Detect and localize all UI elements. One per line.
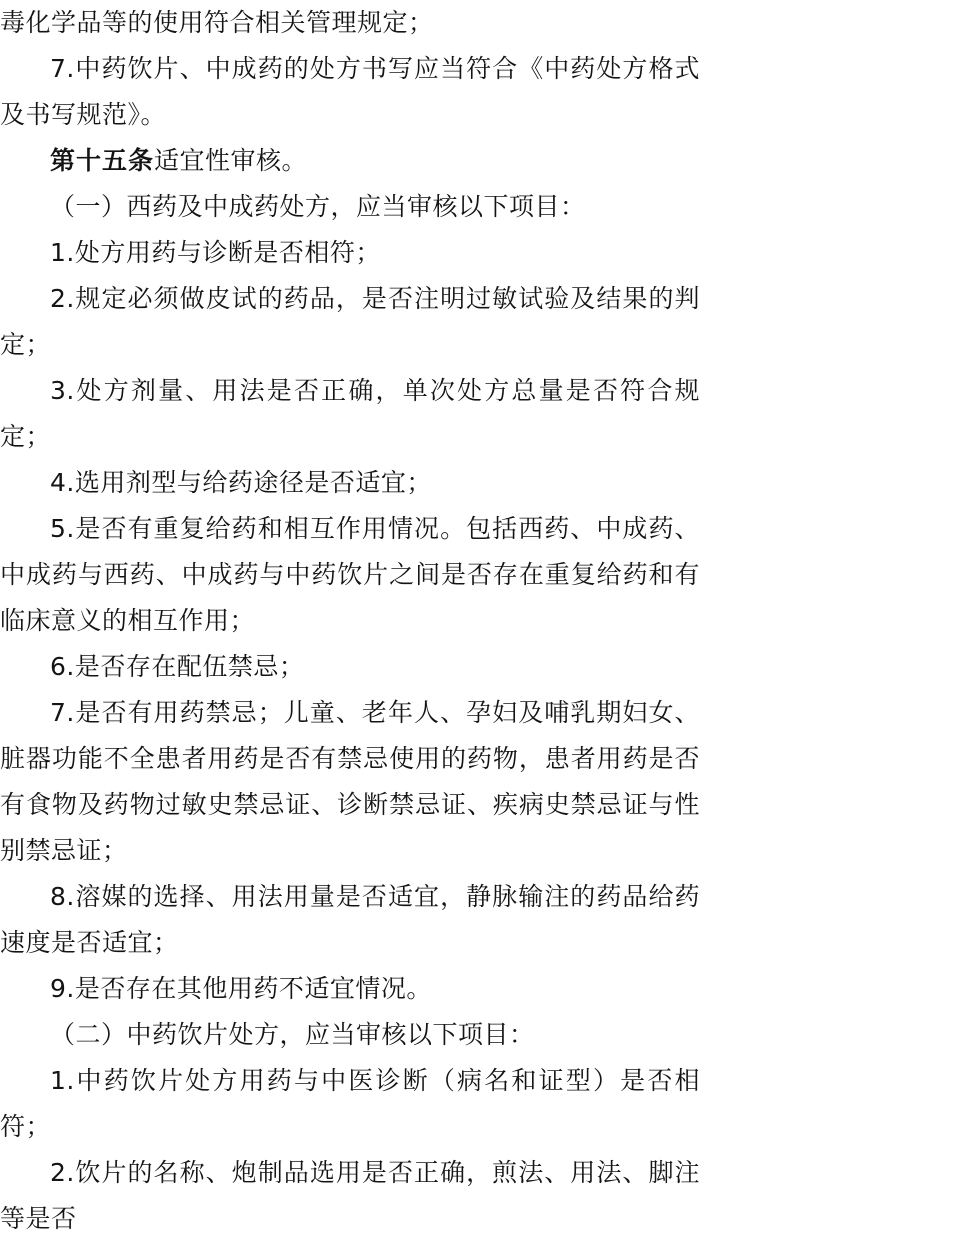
paragraph-2-2: 2.饮片的名称、炮制品选用是否正确，煎法、用法、脚注等是否 bbox=[0, 1158, 700, 1233]
paragraph-1-5: 5.是否有重复给药和相互作用情况。包括西药、中成药、中成药与西药、中成药与中药饮片之间是否存在重复给药和有临床意义的相互作用； bbox=[0, 514, 700, 635]
paragraph-1-1: 1.处方用药与诊断是否相符； bbox=[50, 238, 381, 267]
paragraph-item-7-prescription-format: 7.中药饮片、中成药的处方书写应当符合《中药处方格式及书写规范》。 bbox=[0, 54, 700, 129]
paragraph-continuation: 毒化学品等的使用符合相关管理规定； bbox=[0, 8, 434, 37]
paragraph-1-3: 3.处方剂量、用法是否正确，单次处方总量是否符合规定； bbox=[0, 376, 700, 451]
paragraph-2-1: 1.中药饮片处方用药与中医诊断（病名和证型）是否相符； bbox=[0, 1066, 700, 1141]
paragraph-1-7: 7.是否有用药禁忌；儿童、老年人、孕妇及哺乳期妇女、脏器功能不全患者用药是否有禁忌使用的药物，患者用药是否有食物及药物过敏史禁忌证、诊断禁忌证、疾病史禁忌证与性别禁忌证； bbox=[0, 698, 700, 865]
heading-article-15-rest: 适宜性审核。 bbox=[154, 146, 308, 175]
paragraph-1-4: 4.选用剂型与给药途径是否适宜； bbox=[50, 468, 432, 497]
paragraph-1-6: 6.是否存在配伍禁忌； bbox=[50, 652, 305, 681]
heading-article-15-title: 第十五条 bbox=[50, 146, 155, 175]
paragraph-section-2: （二）中药饮片处方，应当审核以下项目： bbox=[50, 1020, 535, 1049]
paragraph-1-8: 8.溶媒的选择、用法用量是否适宜，静脉输注的药品给药速度是否适宜； bbox=[0, 882, 700, 957]
paragraph-section-1: （一）西药及中成药处方，应当审核以下项目： bbox=[50, 192, 586, 221]
heading-article-15 bbox=[0, 138, 700, 184]
paragraph-1-9: 9.是否存在其他用药不适宜情况。 bbox=[50, 974, 432, 1003]
paragraph-1-2: 2.规定必须做皮试的药品，是否注明过敏试验及结果的判定； bbox=[0, 284, 700, 359]
